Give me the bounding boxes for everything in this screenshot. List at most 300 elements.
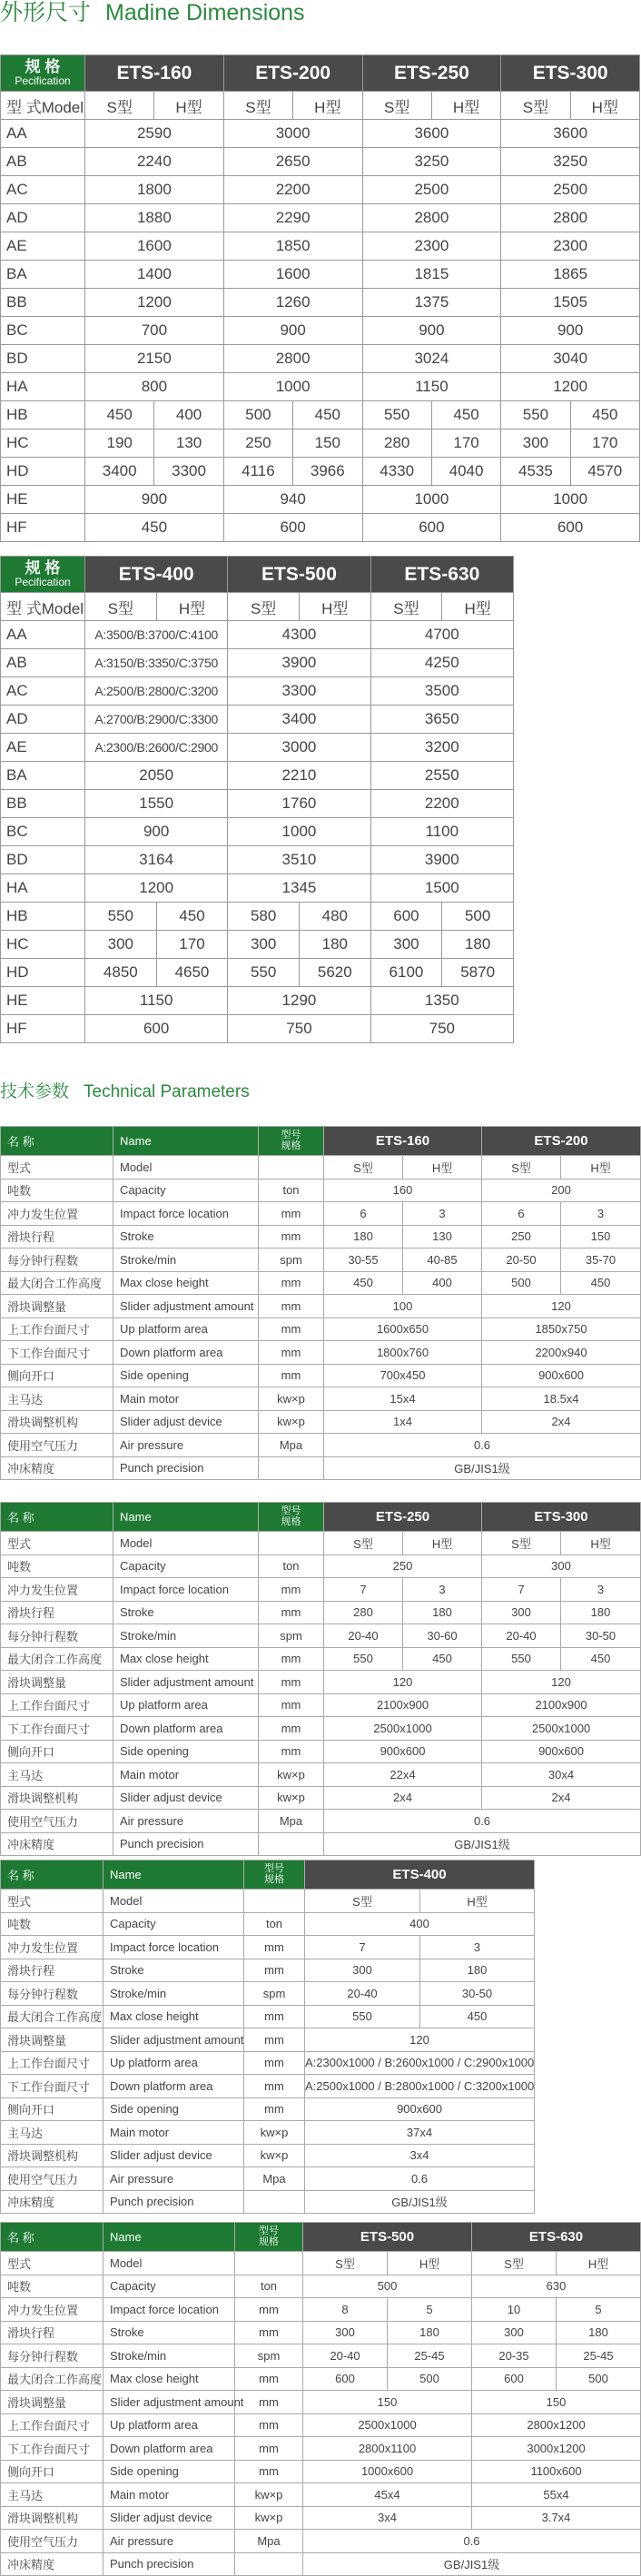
row-label: AA (1, 120, 85, 148)
value-cell: 450 (431, 401, 500, 429)
param-value: 3 (403, 1578, 482, 1602)
param-cn: 型式 (1, 2252, 104, 2275)
param-value: 1x4 (324, 1410, 482, 1434)
param-unit: ton (259, 1179, 324, 1202)
model-header: ETS-160 (324, 1127, 482, 1156)
param-row (1, 2075, 535, 2098)
value-cell: 3300 (154, 458, 223, 486)
model-header: ETS-200 (223, 55, 362, 92)
value-cell: 2500 (362, 176, 501, 204)
param-row (1, 1624, 641, 1648)
value-cell: 600 (85, 1015, 228, 1043)
param-row (1, 2506, 641, 2530)
param-cn: 上工作台面尺寸 (1, 1318, 113, 1341)
row-label: HB (1, 903, 85, 931)
param-value: 6 (482, 1202, 561, 1226)
param-value: H型 (388, 2252, 472, 2275)
value-cell: 3300 (228, 677, 370, 706)
value-cell: 2800 (223, 345, 362, 373)
value-cell: 1150 (85, 987, 228, 1015)
value-cell: 1200 (501, 373, 640, 401)
param-value: 120 (482, 1295, 641, 1318)
value-cell: 1260 (223, 289, 362, 317)
value-cell: 3040 (501, 345, 640, 373)
param-unit (235, 2252, 303, 2275)
param-en: Impact force location (104, 2298, 235, 2322)
param-row (1, 2413, 641, 2437)
value-cell: 3650 (370, 706, 513, 734)
unit-header (259, 1127, 324, 1156)
param-row (1, 1364, 641, 1387)
param-value: 120 (482, 1671, 641, 1694)
value-cell: 1865 (501, 261, 640, 289)
param-value: 120 (324, 1671, 482, 1694)
param-cn: 冲力发生位置 (1, 2298, 104, 2322)
param-unit: mm (259, 1364, 324, 1387)
row-label: HB (1, 401, 85, 429)
param-row (1, 1578, 641, 1602)
param-unit: kw×p (244, 2121, 305, 2145)
param-row (1, 1671, 641, 1694)
value-cell: 750 (228, 1015, 370, 1043)
param-row (1, 1912, 535, 1936)
param-value: 500 (482, 1271, 561, 1295)
value-cell: 900 (85, 486, 224, 514)
param-en: Slider adjust device (113, 1410, 259, 1434)
table-row (1, 458, 640, 486)
param-cn: 冲床精度 (1, 1456, 113, 1480)
param-unit: mm (259, 1693, 324, 1717)
param-en: Up platform area (113, 1318, 259, 1341)
param-cn: 滑块调整量 (1, 2028, 104, 2052)
param-cn: 吨数 (1, 1554, 113, 1578)
param-cn: 型式 (1, 1890, 104, 1913)
param-row (1, 1982, 535, 2006)
value-cell: 300 (370, 931, 442, 959)
row-label: AD (1, 204, 85, 232)
value-cell: 900 (85, 818, 228, 846)
param-en: Stroke (113, 1601, 259, 1624)
row-label: HE (1, 486, 85, 514)
value-cell: A:2500/B:2800/C:3200 (85, 677, 228, 706)
param-cn: 吨数 (1, 1912, 104, 1936)
type-cell: H型 (156, 593, 228, 621)
table-row (1, 317, 640, 345)
param-cn: 侧向开口 (1, 1364, 113, 1387)
dimensions-title-cn: 外形尺寸 (0, 0, 92, 25)
value-cell: 1350 (370, 987, 513, 1015)
param-value: 25-45 (557, 2344, 641, 2368)
param-value: 500 (303, 2275, 472, 2298)
value-cell: 750 (370, 1015, 513, 1043)
param-en: Up platform area (104, 2051, 244, 2075)
param-en: Side opening (104, 2097, 244, 2121)
row-label: BB (1, 790, 85, 818)
param-row (1, 1387, 641, 1411)
param-cn: 冲床精度 (1, 2552, 104, 2576)
param-value: H型 (420, 1890, 535, 1913)
param-value: 6 (324, 1202, 403, 1226)
param-unit: mm (259, 1601, 324, 1624)
table-row (1, 148, 640, 176)
param-value: 180 (388, 2321, 472, 2344)
param-value: 450 (324, 1271, 403, 1295)
dimensions-table-2 (0, 556, 514, 1043)
param-en: Punch precision (113, 1456, 259, 1480)
param-value: 55x4 (472, 2483, 641, 2507)
tech-table-3 (0, 1860, 535, 2214)
name-en-header: Name (104, 2223, 235, 2252)
param-value: S型 (324, 1156, 403, 1179)
param-row (1, 2144, 535, 2167)
param-en: Stroke/min (113, 1624, 259, 1648)
param-value: H型 (561, 1532, 641, 1555)
param-value: 22x4 (324, 1763, 482, 1787)
value-cell: 2050 (85, 762, 228, 790)
value-cell: 1600 (223, 261, 362, 289)
param-en: Down platform area (113, 1341, 259, 1365)
param-cn: 上工作台面尺寸 (1, 1693, 113, 1717)
param-unit: Mpa (235, 2530, 303, 2553)
param-value: 2500x1000 (324, 1717, 482, 1741)
param-cn: 滑块调整量 (1, 2391, 104, 2414)
param-en: Main motor (113, 1763, 259, 1787)
param-cn: 使用空气压力 (1, 1810, 113, 1833)
value-cell: 170 (570, 429, 639, 458)
param-cn: 下工作台面尺寸 (1, 1717, 113, 1741)
spec-cn: 规 格 (25, 58, 61, 76)
spec-header (1, 557, 85, 593)
value-cell: 1500 (370, 874, 513, 903)
param-en: Punch precision (104, 2190, 244, 2214)
value-cell: 1505 (501, 289, 640, 317)
param-row (1, 1601, 641, 1624)
param-cn: 型式 (1, 1532, 113, 1555)
value-cell: 2550 (370, 762, 513, 790)
param-unit (259, 1532, 324, 1555)
table-row (1, 373, 640, 401)
param-cn: 最大闭合工作高度 (1, 2367, 104, 2391)
value-cell: 1150 (362, 373, 501, 401)
param-value: 2x4 (482, 1410, 641, 1434)
param-value: 150 (303, 2391, 472, 2414)
technical-title-en: Technical Parameters (84, 1082, 250, 1101)
param-cn: 每分钟行程数 (1, 1624, 113, 1648)
value-cell: 5620 (299, 959, 370, 987)
table-row (1, 734, 514, 762)
param-row (1, 2275, 641, 2298)
value-cell: 3400 (85, 458, 154, 486)
value-cell: 2300 (501, 232, 640, 261)
row-label: AB (1, 148, 85, 176)
param-value: 15x4 (324, 1387, 482, 1411)
param-value: 150 (472, 2391, 641, 2414)
param-en: Stroke/min (104, 2344, 235, 2368)
row-label: AC (1, 176, 85, 204)
value-cell: 2300 (362, 232, 501, 261)
param-row (1, 1786, 641, 1810)
row-label: AD (1, 706, 85, 734)
value-cell: 6100 (370, 959, 442, 987)
table-row (1, 514, 640, 542)
value-cell: 3600 (362, 120, 501, 148)
value-cell: 2200 (370, 790, 513, 818)
param-unit: mm (244, 2028, 305, 2052)
param-value: 280 (324, 1601, 403, 1624)
spec-en: Pecification (15, 576, 71, 589)
value-cell: 940 (223, 486, 362, 514)
type-cell: S型 (228, 593, 300, 621)
value-cell: 3400 (228, 706, 370, 734)
param-en: Slider adjust device (104, 2144, 244, 2167)
param-unit: mm (235, 2391, 303, 2414)
value-cell: 170 (431, 429, 500, 458)
value-cell: 1760 (228, 790, 370, 818)
param-value: 3x4 (303, 2506, 472, 2530)
unit-header-1: 型号 (264, 1862, 284, 1874)
param-row (1, 1249, 641, 1272)
param-value: 30-50 (420, 1982, 535, 2006)
param-value: 500 (557, 2367, 641, 2391)
table-row (1, 401, 640, 429)
row-label: AC (1, 677, 85, 706)
type-cell: S型 (85, 92, 154, 120)
param-unit: kw×p (259, 1786, 324, 1810)
model-label: 型 式Model (1, 593, 85, 621)
param-cn: 下工作台面尺寸 (1, 2075, 104, 2098)
param-value: 10 (472, 2298, 557, 2322)
param-cn: 型式 (1, 1156, 113, 1179)
row-label: HD (1, 458, 85, 486)
param-value: 550 (324, 1647, 403, 1671)
param-unit: mm (259, 1717, 324, 1741)
param-unit: mm (244, 1959, 305, 1982)
value-cell: 4330 (362, 458, 431, 486)
type-cell: H型 (570, 92, 639, 120)
param-cn: 侧向开口 (1, 1740, 113, 1763)
value-cell: 1100 (370, 818, 513, 846)
param-unit: mm (235, 2298, 303, 2322)
param-en: Stroke/min (104, 1982, 244, 2006)
param-cn: 侧向开口 (1, 2097, 104, 2121)
param-unit: mm (259, 1318, 324, 1341)
table-row (1, 762, 514, 790)
param-value: 7 (305, 1936, 420, 1959)
value-cell: 450 (85, 514, 224, 542)
param-unit (259, 1832, 324, 1856)
model-header: ETS-300 (501, 55, 640, 92)
param-en: Capacity (104, 1912, 244, 1936)
value-cell: 1800 (85, 176, 224, 204)
unit-header (259, 1503, 324, 1532)
param-cn: 上工作台面尺寸 (1, 2051, 104, 2075)
param-value: 180 (561, 1601, 641, 1624)
param-value: 300 (472, 2321, 557, 2344)
model-header: ETS-630 (472, 2223, 641, 2252)
param-en: Max close height (113, 1647, 259, 1671)
param-row (1, 1810, 641, 1833)
value-cell: 600 (370, 903, 442, 931)
param-row (1, 1890, 535, 1913)
param-en: Down platform area (104, 2437, 235, 2461)
param-value: 20-50 (482, 1249, 561, 1272)
param-en: Slider adjustment amount (113, 1671, 259, 1694)
param-en: Side opening (113, 1364, 259, 1387)
param-value: 40-85 (403, 1249, 482, 1272)
table-row (1, 649, 514, 677)
param-en: Up platform area (113, 1693, 259, 1717)
param-en: Slider adjustment amount (104, 2391, 235, 2414)
row-label: HE (1, 987, 85, 1015)
row-label: BB (1, 289, 85, 317)
value-cell: 2200 (223, 176, 362, 204)
param-unit: Mpa (244, 2167, 305, 2191)
param-en: Capacity (113, 1179, 259, 1202)
param-value: H型 (403, 1156, 482, 1179)
param-row (1, 1763, 641, 1787)
param-value: 630 (472, 2275, 641, 2298)
param-value: 160 (324, 1179, 482, 1202)
param-value: 700x450 (324, 1364, 482, 1387)
param-value: 7 (482, 1578, 561, 1602)
param-row (1, 2391, 641, 2414)
type-cell: S型 (223, 92, 292, 120)
param-row (1, 2121, 535, 2145)
param-value: 3 (403, 1202, 482, 1226)
param-unit: mm (244, 2075, 305, 2098)
value-cell: 4700 (370, 621, 513, 649)
param-unit: mm (235, 2321, 303, 2344)
param-value: 8 (303, 2298, 388, 2322)
param-cn: 下工作台面尺寸 (1, 1341, 113, 1365)
param-row (1, 1693, 641, 1717)
model-label: 型 式Model (1, 92, 85, 120)
model-header: ETS-250 (324, 1503, 482, 1532)
row-label: AE (1, 734, 85, 762)
type-cell: H型 (442, 593, 514, 621)
param-unit: mm (244, 2005, 305, 2028)
value-cell: 3250 (362, 148, 501, 176)
value-cell: 450 (570, 401, 639, 429)
param-value: 2100x900 (482, 1693, 641, 1717)
header-row (1, 2223, 641, 2252)
value-cell: 1375 (362, 289, 501, 317)
param-value: 0.6 (305, 2167, 535, 2191)
param-cn: 冲床精度 (1, 1832, 113, 1856)
param-unit: kw×p (244, 2144, 305, 2167)
value-cell: 1400 (85, 261, 224, 289)
param-en: Down platform area (104, 2075, 244, 2098)
dimensions-table-1 (0, 54, 640, 542)
param-en: Capacity (113, 1554, 259, 1578)
row-label: AA (1, 621, 85, 649)
header-row (1, 1860, 535, 1890)
table-row (1, 959, 514, 987)
value-cell: 4250 (370, 649, 513, 677)
value-cell: A:3150/B:3350/C:3750 (85, 649, 228, 677)
table-row (1, 486, 640, 514)
param-unit: mm (244, 2097, 305, 2121)
param-row (1, 1271, 641, 1295)
header-row (1, 55, 640, 92)
table-row (1, 903, 514, 931)
value-cell: A:2700/B:2900/C:3300 (85, 706, 228, 734)
param-value: 180 (403, 1601, 482, 1624)
param-en: Slider adjust device (113, 1786, 259, 1810)
param-en: Air pressure (113, 1434, 259, 1457)
param-unit (244, 1890, 305, 1913)
param-value: 200 (482, 1179, 641, 1202)
param-row (1, 2298, 641, 2322)
value-cell: 1000 (228, 818, 370, 846)
value-cell: 600 (501, 514, 640, 542)
param-value: S型 (305, 1890, 420, 1913)
param-cn: 使用空气压力 (1, 2167, 104, 2191)
param-row (1, 2028, 535, 2052)
param-en: Impact force location (113, 1578, 259, 1602)
value-cell: 3024 (362, 345, 501, 373)
row-label: BC (1, 317, 85, 345)
value-cell: 2650 (223, 148, 362, 176)
table-row (1, 874, 514, 903)
row-label: HC (1, 931, 85, 959)
param-value: 300 (303, 2321, 388, 2344)
value-cell: 700 (85, 317, 224, 345)
name-en-header: Name (113, 1127, 259, 1156)
param-unit: mm (259, 1271, 324, 1295)
param-cn: 主马达 (1, 2121, 104, 2145)
value-cell: 280 (362, 429, 431, 458)
row-label: BD (1, 345, 85, 373)
param-value: 0.6 (324, 1434, 641, 1457)
param-cn: 每分钟行程数 (1, 2344, 104, 2368)
param-cn: 上工作台面尺寸 (1, 2413, 104, 2437)
name-en-header: Name (113, 1503, 259, 1532)
table-row (1, 429, 640, 458)
param-value: 5 (557, 2298, 641, 2322)
param-cn: 冲床精度 (1, 2190, 104, 2214)
param-row (1, 2483, 641, 2507)
value-cell: 1850 (223, 232, 362, 261)
dimensions-title-en: Madine Dimensions (105, 0, 305, 25)
param-unit: mm (244, 1936, 305, 1959)
param-unit: mm (259, 1671, 324, 1694)
param-cn: 滑块行程 (1, 1601, 113, 1624)
param-value: 20-35 (472, 2344, 557, 2368)
param-en: Side opening (113, 1740, 259, 1763)
value-cell: 1345 (228, 874, 370, 903)
name-en-header: Name (104, 1860, 244, 1890)
param-en: Impact force location (104, 1936, 244, 1959)
param-value: S型 (303, 2252, 388, 2275)
row-label: HA (1, 874, 85, 903)
param-unit: kw×p (259, 1763, 324, 1787)
value-cell: 1290 (228, 987, 370, 1015)
param-value: 600 (472, 2367, 557, 2391)
param-value: 3x4 (305, 2144, 535, 2167)
param-cn: 滑块调整量 (1, 1671, 113, 1694)
header-row (1, 557, 514, 593)
param-en: Air pressure (104, 2167, 244, 2191)
param-row (1, 2460, 641, 2483)
type-cell: H型 (154, 92, 223, 120)
param-unit: mm (259, 1578, 324, 1602)
param-cn: 吨数 (1, 1179, 113, 1202)
param-value: 37x4 (305, 2121, 535, 2145)
param-value: 18.5x4 (482, 1387, 641, 1411)
table-row (1, 931, 514, 959)
param-value: 300 (482, 1554, 641, 1578)
